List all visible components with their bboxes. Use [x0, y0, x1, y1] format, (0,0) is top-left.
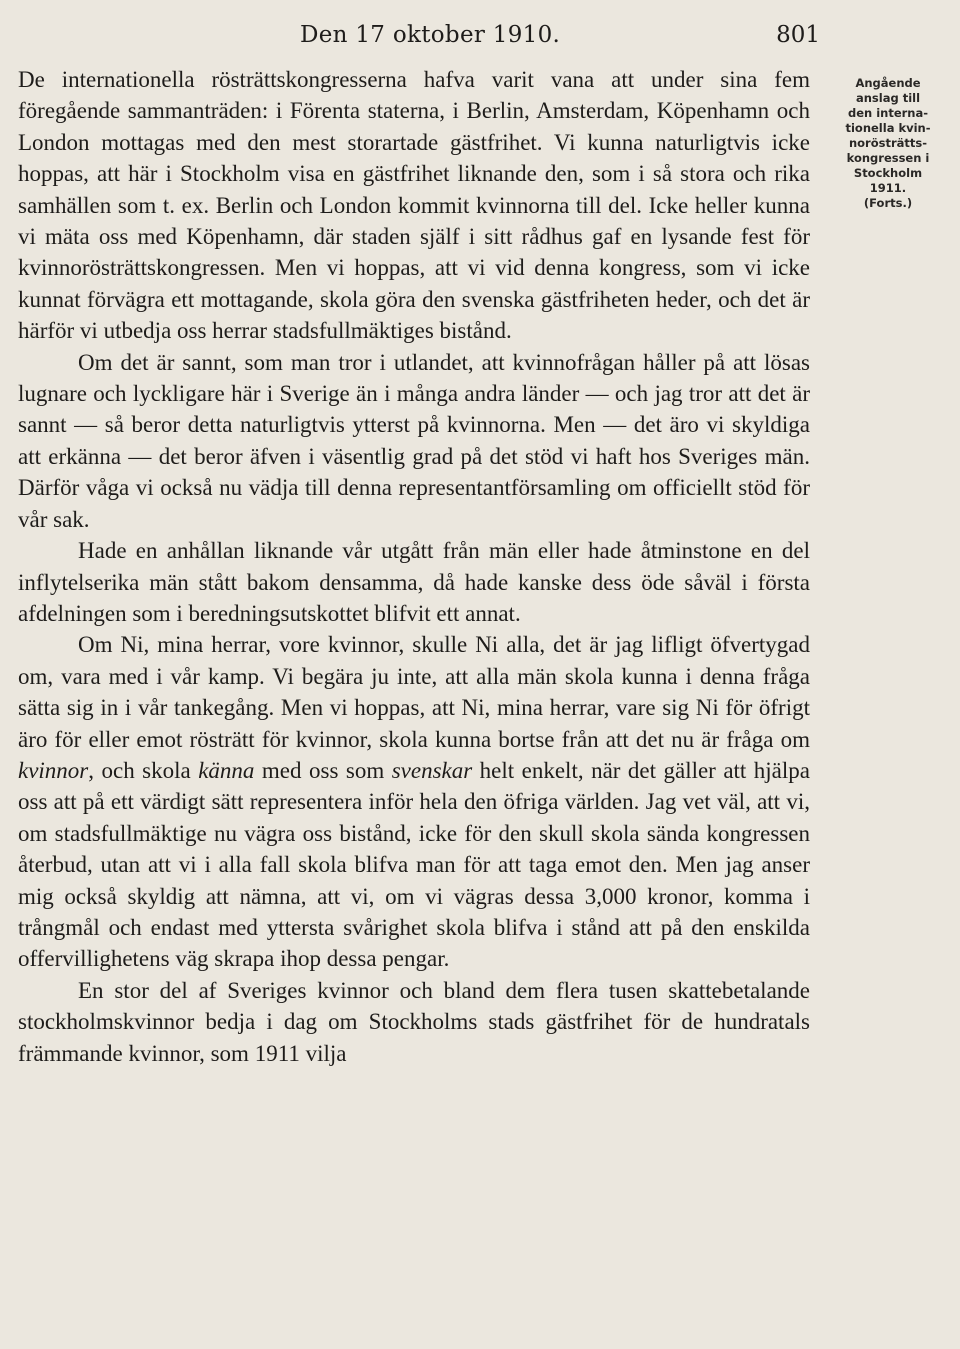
paragraph-4-part-1: Om Ni, mina herrar, vore kvinnor, skulle Ni alla, det är jag lifligt öfvertygad om, vara med i vår kamp. Vi begära ju inte, att alla män skola kunna i denna fråga sätta sig in i vår tankegång. Men vi hoppas, att Ni, mina herrar, vare sig Ni för öfrigt äro för eller emot rösträtt för kvinnor, skola kunna bortse från att det nu är fråga om [18, 632, 810, 752]
paragraph-1: De internationella rösträttskongresserna hafva varit vana att under sina fem föregående sammanträden: i Förenta staterna, i Berlin, Amsterdam, Köpenhamn och London mottagas med den mest storartade gästfrihet. Vi kunna naturligtvis icke hoppas, att här i Stockholm visa en gästfrihet liknande den, som i så stora och rika samhällen som t. ex. Berlin och London kommit kvinnorna till del. Icke heller kunna vi mäta oss med Köpenhamn, där staden själf i sitt rådhus gaf en lysande fest för kvinnorösträttskongressen. Men vi hoppas, att vi vid denna kongress, som vi icke kunnat förvägra ett mottagande, skola göra den svenska gästfriheten heder, och det är härför vi utbedja oss herrar stadsfullmäktiges bistånd. [18, 67, 810, 344]
paragraph-3: Hade en anhållan liknande vår utgått från män eller hade åtminstone en del inflytelserika män stått bakom densamma, då hade kanske dess öde såväl i första afdelningen som i beredningsutskottet blifvit ett annat. [18, 538, 810, 626]
margin-note-line: norösträtts- [848, 136, 928, 150]
margin-note [822, 76, 954, 211]
margin-note-line: 1911. [869, 181, 907, 195]
paragraph-4-part-4: helt enkelt, när det gäller att hjälpa oss att på ett värdigt sätt representera inför hela den öfriga världen. Jag vet väl, att vi, om stadsfullmäktige nu vägra oss bistånd, icke för den skull skola sända kongressen återbud, utan att vi i alla fall skola blifva man för att taga emot den. Men jag anser mig också skyldig att nämna, att vi, om vi vägras dessa 3,000 kronor, komma i trångmål och endast med yttersta svårighet skola blifva i stånd att på den enskilda offervillighetens väg skrapa ihop dessa pengar. [18, 757, 810, 972]
margin-note-line: tionella kvin- [845, 121, 931, 135]
page-header [0, 22, 820, 52]
margin-note-line: anslag till [855, 91, 921, 105]
emphasis-kanna: känna [198, 757, 255, 783]
emphasis-kvinnor: kvinnor [18, 757, 89, 783]
emphasis-svenskar: svenskar [391, 757, 473, 783]
body-text [18, 64, 810, 1069]
page-number: 801 [776, 22, 820, 48]
paragraph-5: En stor del af Sveriges kvinnor och bland dem flera tusen skattebetalande stockholmskvinnor bedja i dag om Stockholms stads gästfrihet för de hundratals främmande kvinnor, som 1911 vilja [18, 977, 810, 1066]
margin-note-line: Stockholm [853, 166, 923, 180]
paragraph-4 [18, 629, 810, 974]
margin-note-line: (Forts.) [863, 196, 913, 210]
paragraph-2: Om det är sannt, som man tror i utlandet, att kvinnofrågan håller på att lösas lugnare och lyckligare här i Sverige än i många andra länder — och jag tror att det är sannt — så beror detta naturligtvis ytterst på kvinnorna. Men — det äro vi skyldiga att erkänna — det beror äfven i väsentlig grad på det stöd vi haft hos Sveriges män. Därför våga vi också nu vädja till denna representantförsamling om officiellt stöd för vår sak. [18, 349, 810, 532]
header-date: Den 17 oktober 1910. [300, 22, 561, 48]
margin-note-line: kongressen i [846, 151, 930, 165]
paragraph-4-part-3: med oss som [254, 757, 392, 783]
margin-note-line: den interna- [847, 106, 929, 120]
paragraph-4-part-2: , och skola [88, 757, 199, 783]
margin-note-line: Angående [855, 76, 921, 90]
